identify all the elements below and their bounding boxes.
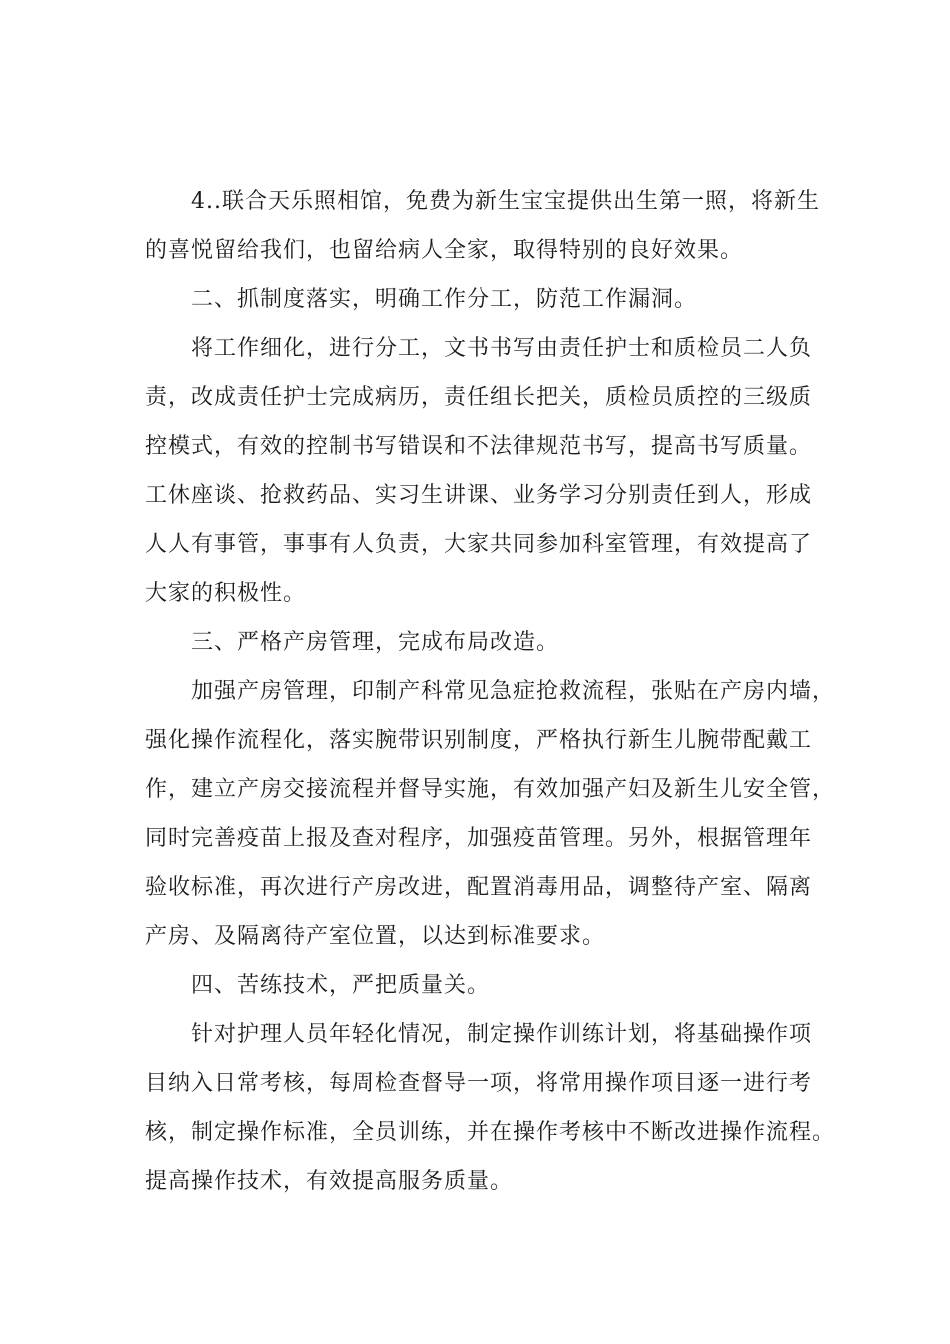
text-line: 人人有事管，事事有人负责，大家共同参加科室管理，有效提高了: [145, 532, 813, 557]
text-line: 提高操作技术，有效提高服务质量。: [145, 1169, 514, 1194]
text-line: 大家的积极性。: [145, 581, 307, 606]
text-line: 控模式，有效的控制书写错误和不法律规范书写，提高书写质量。: [145, 434, 813, 459]
text-line: 四、苦练技术，严把质量关。: [191, 973, 491, 998]
text-line: 针对护理人员年轻化情况，制定操作训练计划，将基础操作项: [191, 1022, 813, 1047]
text-line: 的喜悦留给我们，也留给病人全家，取得特别的良好效果。: [145, 238, 744, 263]
text-line: 验收标准，再次进行产房改进，配置消毒用品，调整待产室、隔离: [145, 875, 813, 900]
text-line: 三、严格产房管理，完成布局改造。: [191, 630, 560, 655]
text-line: 核，制定操作标准，全员训练，并在操作考核中不断改进操作流程。: [145, 1120, 836, 1145]
text-line: 产房、及隔离待产室位置，以达到标准要求。: [145, 924, 606, 949]
text-line: 责，改成责任护士完成病历，责任组长把关，质检员质控的三级质: [145, 385, 813, 410]
text-line: 作，建立产房交接流程并督导实施，有效加强产妇及新生儿安全管，: [145, 777, 836, 802]
text-line: 将工作细化，进行分工，文书书写由责任护士和质检员二人负: [191, 336, 813, 361]
text-line: 加强产房管理，印制产科常见急症抢救流程，张贴在产房内墙，: [191, 679, 836, 704]
text-line: 强化操作流程化，落实腕带识别制度，严格执行新生儿腕带配戴工: [145, 728, 813, 753]
text-line: 目纳入日常考核，每周检查督导一项，将常用操作项目逐一进行考: [145, 1071, 813, 1096]
text-line: 4..联合天乐照相馆，免费为新生宝宝提供出生第一照，将新生: [191, 189, 820, 214]
text-line: 同时完善疫苗上报及查对程序，加强疫苗管理。另外，根据管理年: [145, 826, 813, 851]
text-line: 二、抓制度落实，明确工作分工，防范工作漏洞。: [191, 287, 698, 312]
document-body: [145, 177, 836, 1206]
text-line: 工休座谈、抢救药品、实习生讲课、业务学习分别责任到人，形成: [145, 483, 813, 508]
